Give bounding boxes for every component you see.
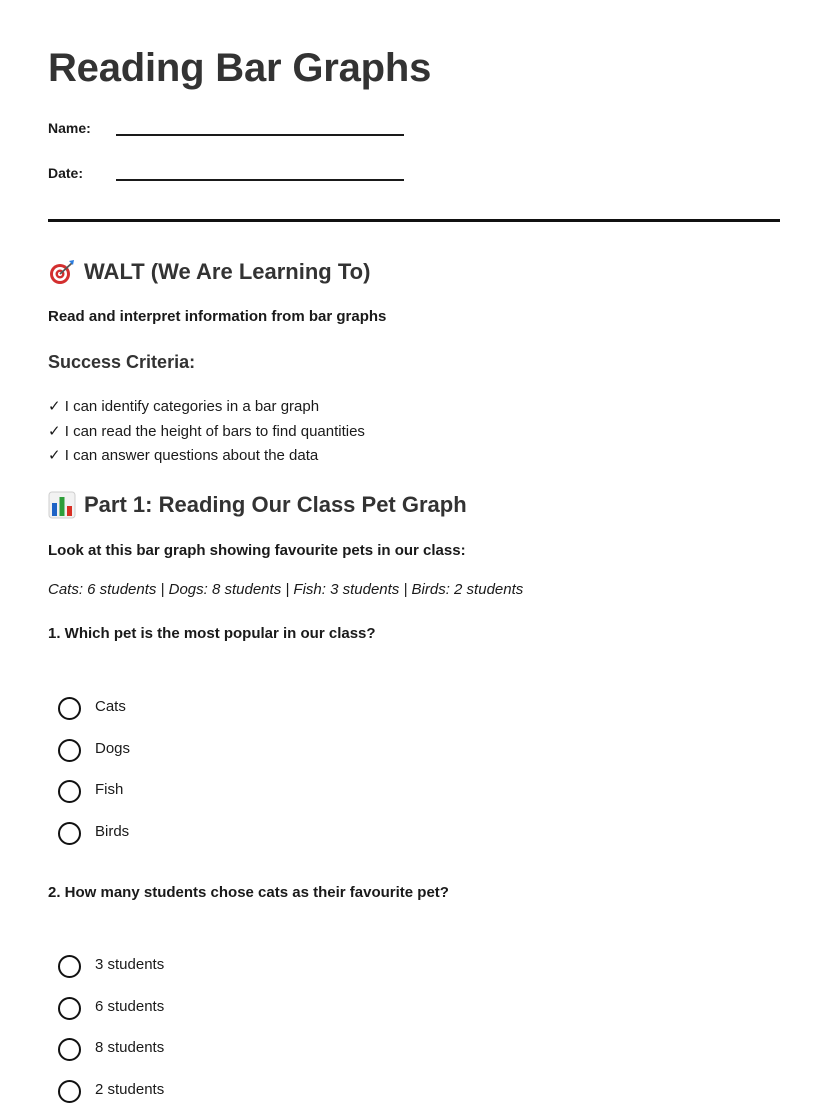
- radio-button[interactable]: [58, 780, 81, 803]
- date-input-line[interactable]: [116, 163, 404, 181]
- success-criteria-heading: Success Criteria:: [48, 352, 196, 372]
- pet-data-text: Cats: 6 students | Dogs: 8 students | Fish: 3 students | Birds: 2 students: [48, 581, 524, 598]
- option-label: Dogs: [95, 739, 131, 757]
- option-label: Cats: [95, 698, 126, 716]
- radio-button[interactable]: [58, 955, 81, 978]
- q2-option-8-students[interactable]: [58, 1029, 164, 1071]
- walt-heading: [48, 258, 370, 286]
- part1-heading-text: Part 1: Reading Our Class Pet Graph: [84, 492, 467, 517]
- q1-option-cats[interactable]: [58, 688, 130, 730]
- q1-option-birds[interactable]: [58, 813, 130, 855]
- q1-option-dogs[interactable]: [58, 730, 130, 772]
- radio-button[interactable]: [58, 739, 81, 762]
- q2-option-2-students[interactable]: [58, 1071, 164, 1113]
- question-2: 2. How many students chose cats as their favourite pet?: [48, 884, 449, 901]
- name-field-row: [48, 118, 404, 136]
- bar-chart-icon: [48, 491, 76, 519]
- name-label: Name:: [48, 120, 91, 136]
- option-label: 8 students: [95, 1039, 165, 1057]
- radio-button[interactable]: [58, 1080, 81, 1103]
- walt-text: Read and interpret information from bar graphs: [48, 308, 387, 325]
- date-field-row: [48, 163, 404, 181]
- q2-option-6-students[interactable]: [58, 988, 164, 1030]
- option-label: 3 students: [95, 956, 165, 974]
- part1-heading: [48, 491, 467, 519]
- radio-button[interactable]: [58, 1038, 81, 1061]
- name-input-line[interactable]: [116, 118, 404, 136]
- criteria-item: ✓ I can identify categories in a bar graph: [48, 398, 320, 415]
- option-label: 2 students: [95, 1080, 165, 1098]
- option-label: Fish: [95, 781, 124, 799]
- question-2-options: [58, 946, 164, 1112]
- section-divider: [48, 219, 780, 222]
- criteria-item: ✓ I can read the height of bars to find quantities: [48, 422, 365, 440]
- question-1-options: [58, 688, 130, 854]
- option-label: 6 students: [95, 997, 165, 1015]
- option-label: Birds: [95, 822, 130, 840]
- walt-heading-text: WALT (We Are Learning To): [84, 259, 371, 284]
- success-criteria-list: [48, 395, 365, 469]
- radio-button[interactable]: [58, 697, 81, 720]
- q1-option-fish[interactable]: [58, 771, 130, 813]
- criteria-item: ✓ I can answer questions about the data: [48, 447, 319, 464]
- radio-button[interactable]: [58, 822, 81, 845]
- radio-button[interactable]: [58, 997, 81, 1020]
- q2-option-3-students[interactable]: [58, 946, 164, 988]
- date-label: Date:: [48, 165, 84, 181]
- target-icon: [48, 258, 76, 286]
- question-1: 1. Which pet is the most popular in our class?: [48, 625, 376, 642]
- part1-intro: Look at this bar graph showing favourite pets in our class:: [48, 542, 466, 559]
- page-title: Reading Bar Graphs: [48, 46, 432, 90]
